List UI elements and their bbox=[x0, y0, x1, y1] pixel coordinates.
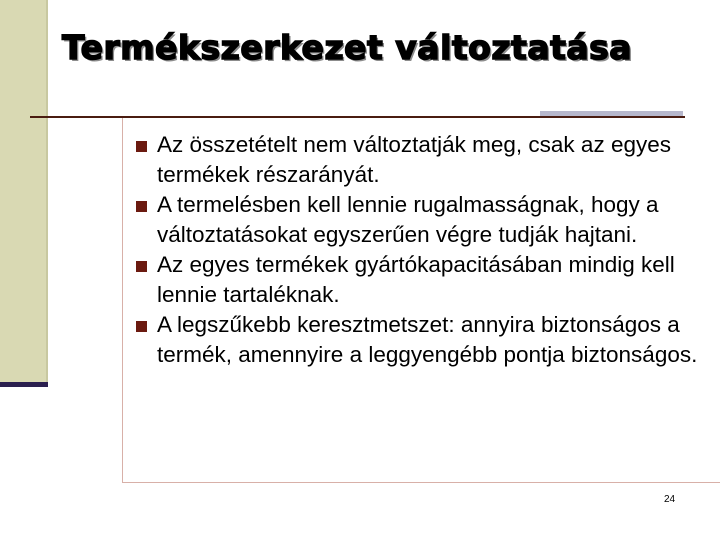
side-decoration-bar bbox=[0, 382, 48, 387]
bullet-text: Az egyes termékek gyártókapacitásában mindig kell lennie tartaléknak. bbox=[157, 252, 675, 307]
bullet-text: Az összetételt nem változtatják meg, csak az egyes termékek részarányát. bbox=[157, 132, 671, 187]
bullet-item bbox=[136, 130, 716, 189]
bullet-text: A legszűkebb keresztmetszet: annyira biztonságos a termék, amennyire a leggyengébb pontja biztonságos. bbox=[157, 312, 698, 367]
bullet-item bbox=[136, 250, 716, 309]
square-bullet-icon bbox=[136, 141, 147, 152]
page-number: 24 bbox=[664, 494, 676, 505]
bullet-item bbox=[136, 190, 716, 249]
bullet-text: A termelésben kell lennie rugalmasságnak, hogy a változtatásokat egyszerűen végre tudják hajtani. bbox=[157, 192, 659, 247]
bullet-list bbox=[136, 130, 716, 370]
square-bullet-icon bbox=[136, 321, 147, 332]
slide-title: Termékszerkezet változtatása bbox=[62, 28, 633, 67]
side-decoration-band bbox=[0, 0, 48, 385]
square-bullet-icon bbox=[136, 261, 147, 272]
square-bullet-icon bbox=[136, 201, 147, 212]
bullet-item bbox=[136, 310, 716, 369]
